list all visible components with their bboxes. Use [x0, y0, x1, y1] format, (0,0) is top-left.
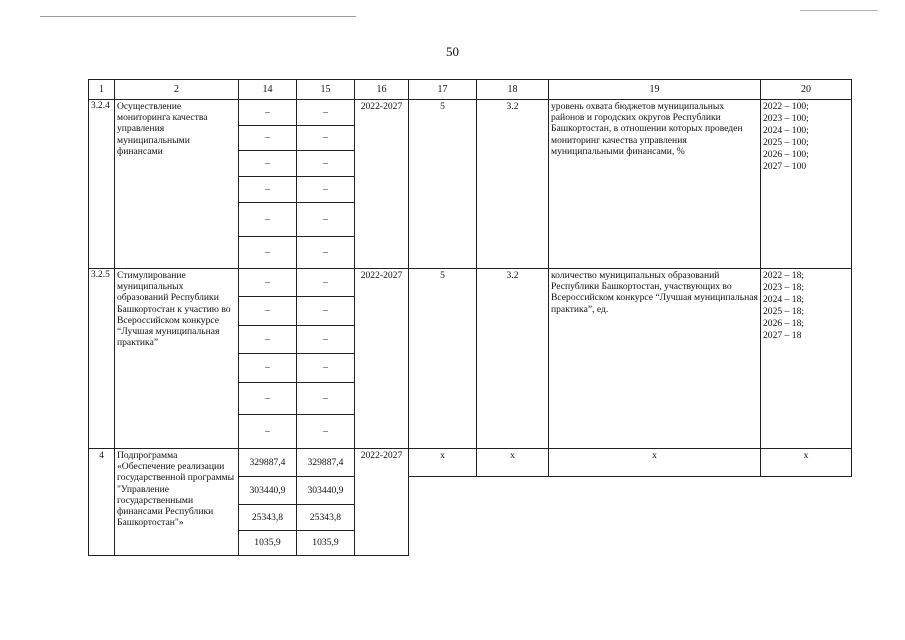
value-cell-14: –: [239, 177, 297, 203]
row-col18: 3.2: [477, 269, 549, 449]
value-cell-15: –: [297, 151, 355, 177]
subprogram-col17: х: [409, 449, 477, 477]
value-cell-15: –: [297, 326, 355, 354]
header-cell: 17: [409, 80, 477, 100]
value-cell-14: –: [239, 100, 297, 126]
value-cell-14: –: [239, 354, 297, 383]
value-cell-14: –: [239, 269, 297, 297]
row-name: Осуществление мониторинга качества управления муниципальными финансами: [115, 100, 239, 269]
subprogram-name: Подпрограмма «Обеспечение реализации государственной программы "Управление государственными финансами Республики Башкортостан"»: [115, 449, 239, 556]
value-cell-15: –: [297, 297, 355, 326]
amount-cell-15: 1035,9: [297, 531, 355, 556]
header-cell: 2: [115, 80, 239, 100]
value-cell-14: –: [239, 297, 297, 326]
header-cell: 18: [477, 80, 549, 100]
row-period: 2022-2027: [355, 269, 409, 449]
target-line: 2026 – 100;: [763, 149, 809, 160]
program-table: [88, 79, 852, 556]
subprogram-period: 2022-2027: [355, 449, 409, 556]
empty-area: [409, 477, 852, 556]
value-cell-15: –: [297, 269, 355, 297]
target-line: 2025 – 18;: [763, 306, 805, 317]
row-code: 3.2.5: [89, 269, 115, 449]
target-line: 2022 – 100;: [763, 101, 809, 112]
target-line: 2023 – 18;: [763, 282, 805, 293]
target-line: 2022 – 18;: [763, 270, 805, 281]
target-line: 2025 – 100;: [763, 137, 809, 148]
row-targets: [761, 269, 852, 449]
value-cell-14: –: [239, 383, 297, 415]
header-cell: 16: [355, 80, 409, 100]
header-row: [89, 80, 852, 100]
subprogram-code: 4: [89, 449, 115, 556]
header-cell: 15: [297, 80, 355, 100]
value-cell-14: –: [239, 237, 297, 269]
value-cell-14: –: [239, 126, 297, 151]
value-cell-15: –: [297, 100, 355, 126]
value-cell-14: –: [239, 415, 297, 449]
value-cell-14: –: [239, 203, 297, 237]
table-row: [89, 100, 852, 126]
row-period: 2022-2027: [355, 100, 409, 269]
amount-cell-14: 1035,9: [239, 531, 297, 556]
amount-cell-15: 25343,8: [297, 505, 355, 531]
row-name: Стимулирование муниципальных образований Республики Башкортостан к участию во Всероссийском конкурсе “Лучшая муниципальная практика”: [115, 269, 239, 449]
amount-cell-15: 329887,4: [297, 449, 355, 477]
value-cell-15: –: [297, 237, 355, 269]
value-cell-14: –: [239, 326, 297, 354]
header-cell: 19: [549, 80, 761, 100]
amount-cell-14: 329887,4: [239, 449, 297, 477]
value-cell-15: –: [297, 383, 355, 415]
value-cell-15: –: [297, 415, 355, 449]
subprogram-col18: х: [477, 449, 549, 477]
target-line: 2023 – 100;: [763, 113, 809, 124]
table-row: [89, 269, 852, 297]
target-line: 2024 – 18;: [763, 294, 805, 305]
subprogram-row: [89, 449, 852, 477]
target-line: 2026 – 18;: [763, 318, 805, 329]
value-cell-15: –: [297, 203, 355, 237]
row-indicator: уровень охвата бюджетов муниципальных районов и городских округов Республики Башкортостан, в отношении которых проведен мониторинг качества управления муниципальными финансами, %: [549, 100, 761, 269]
amount-cell-15: 303440,9: [297, 477, 355, 505]
row-col17: 5: [409, 269, 477, 449]
subprogram-targets: х: [761, 449, 852, 477]
amount-cell-14: 303440,9: [239, 477, 297, 505]
target-line: 2024 – 100;: [763, 125, 809, 136]
row-targets: [761, 100, 852, 269]
target-line: 2027 – 18: [763, 330, 802, 341]
value-cell-15: –: [297, 354, 355, 383]
row-col17: 5: [409, 100, 477, 269]
page-number: 50: [446, 44, 459, 59]
scan-artifact-line: [800, 10, 878, 11]
subprogram-indicator: х: [549, 449, 761, 477]
header-cell: 20: [761, 80, 852, 100]
header-cell: 14: [239, 80, 297, 100]
row-col18: 3.2: [477, 100, 549, 269]
amount-cell-14: 25343,8: [239, 505, 297, 531]
header-cell: 1: [89, 80, 115, 100]
value-cell-15: –: [297, 177, 355, 203]
scan-artifact-line: [40, 16, 356, 17]
row-indicator: количество муниципальных образований Республики Башкортостан, участвующих во Всероссийском конкурсе “Лучшая муниципальная практика”, ед.: [549, 269, 761, 449]
value-cell-14: –: [239, 151, 297, 177]
row-code: 3.2.4: [89, 100, 115, 269]
target-line: 2027 – 100: [763, 161, 807, 172]
value-cell-15: –: [297, 126, 355, 151]
